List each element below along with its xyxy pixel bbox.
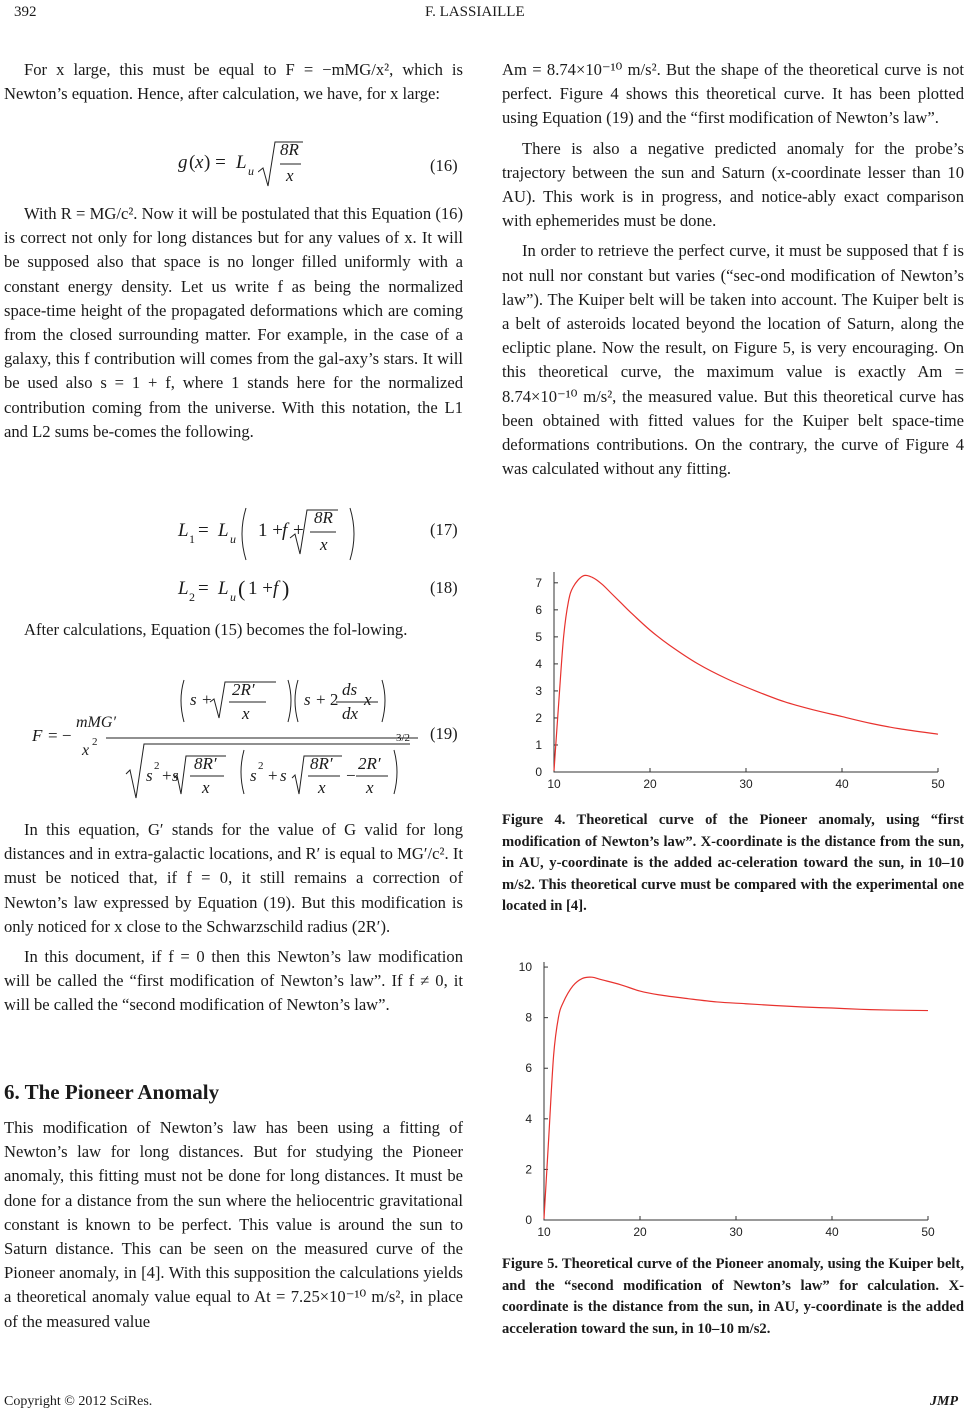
eq-16-number: (16) — [430, 156, 458, 175]
eq-17-number: (17) — [430, 520, 458, 539]
x-tick-label: 30 — [729, 1225, 743, 1239]
footer-journal: JMP — [930, 1394, 958, 1409]
eq-18-number: (18) — [430, 578, 458, 597]
section-title: 6. The Pioneer Anomaly — [4, 1080, 220, 1104]
y-tick-label: 4 — [535, 656, 542, 671]
series-line — [554, 575, 938, 770]
axes — [544, 962, 928, 1220]
y-tick-label: 3 — [535, 683, 542, 698]
y-tick-label: 6 — [525, 1061, 532, 1076]
x-tick-label: 30 — [739, 777, 753, 791]
equation-19: F = − mMG′ x 2 s + 2R′ x s + 2 ds dx x 3/2 s 2 + s 8R′ x s 2 + s 8R′ x − 2R′ x — [32, 680, 411, 797]
page-number: 392 — [14, 4, 37, 20]
right-para-3: In order to retrieve the perfect curve, it must be supposed that f is not null nor constant but varies (“sec-ond modification of Newton’s law”). The Kuiper belt will be taken into account. The Kuiper belt is a belt of asteroids located beyond the location of Saturn, along the ecliptic plane. Now the result, on Figure 5, is very encouraging. On this theoretical curve, the maximum value is exactly Am = 8.74×10⁻¹⁰ m/s², the measured value. But this theoretical curve has been obtained with fitted values for the Kuiper belt space-time deformations contributions. On the contrary, the curve of Figure 4 was calculated without any fitting. — [502, 241, 964, 479]
x-tick-label: 10 — [547, 777, 561, 791]
x-tick-label: 40 — [825, 1225, 839, 1239]
running-head-author: F. LASSIAILLE — [425, 4, 525, 20]
y-tick-label: 4 — [525, 1111, 532, 1126]
x-tick-label: 10 — [537, 1225, 551, 1239]
y-tick-label: 6 — [535, 602, 542, 617]
eq-19-number: (19) — [430, 724, 458, 743]
figure-4-chart — [520, 562, 950, 794]
left-para-1: For x large, this must be equal to F = −mMG/x², which is Newton’s equation. Hence, after calculation, we have, for x large: — [4, 60, 463, 104]
left-para-6: This modification of Newton’s law has been using a fitting of Newton’s law for long distances. But for studying the Pioneer anomaly, this fitting must not be done for long distances. It must be done for a distance from the sun where the heliocentric gravitational constant is known to be perfect. This value is around the sun to Saturn distance. This can be seen on the measured curve of the Pioneer anomaly, in [4]. With this supposition the calculations yields a theoretical anomaly value equal to At = 7.25×10⁻¹⁰ m/s², in place of the measured value — [4, 1118, 463, 1331]
equation-17: L 1 = L u 1 + f + 8R x — [178, 504, 358, 564]
right-para-2: There is also a negative predicted anomaly for the probe’s trajectory between the sun and Saturn (x-coordinate lesser than 10 AU). This work is in progress, and notice-ably exact comparison with ephemerides must be done. — [502, 138, 964, 231]
y-tick-label: 2 — [525, 1162, 532, 1177]
x-tick-label: 50 — [921, 1225, 935, 1239]
y-tick-label: 1 — [535, 737, 542, 752]
y-tick-label: 5 — [535, 629, 542, 644]
left-para-3: After calculations, Equation (15) becomes the fol-lowing. — [24, 620, 408, 639]
right-para-1: Am = 8.74×10⁻¹⁰ m/s². But the shape of the theoretical curve is not perfect. Figure 4 shows this theoretical curve. It has been plotted using Equation (19) and the “first modification of Newton’s law”. There is also a negative predicted anomaly for the probe’s trajectory between the sun and Saturn (x-coordinate lesser than 10 AU). This work is in progress, and notice-ably exact comparison with ephemerides must be done. In order to retrieve the perfect curve, it must be supposed that f is not null nor constant but varies (“sec-ond modification of Newton’s law”). The Kuiper belt will be taken into account. The Kuiper belt is a belt of asteroids located beyond the location of Saturn, along the ecliptic plane. Now the result, on Figure 5, is very encouraging. On this theoretical curve, the maximum value is exactly Am = 8.74×10⁻¹⁰ m/s², the measured value. But this theoretical curve has been obtained with fitted values for the Kuiper belt space-time deformations contributions. On the contrary, the curve of Figure 4 was calculated without any fitting. — [502, 58, 964, 487]
figure-5-caption: Figure 5. Theoretical curve of the Pioneer anomaly, using the Kuiper belt, and the “second modification of Newton’s law” for calculation. X-coordinate is the distance from the sun, in AU, y-coordinate is the added acceleration toward the sun, in 10–10 m/s2. — [502, 1256, 964, 1337]
y-tick-label: 7 — [535, 575, 542, 590]
x-tick-label: 50 — [931, 777, 945, 791]
x-tick-label: 20 — [643, 777, 657, 791]
left-para-4: In this equation, G′ stands for the value of G valid for long distances and in extra-galactic locations, and R′ is equal to MG′/c². It must be noticed that, if f = 0, it still remains a correction of Newton’s law expressed by Equation (19). But this modification is only noticed for x close to the Schwarzschild radius (2R′). In this document, if f = 0 then this Newton’s law modification will be called the “first modification of Newton’s law”. If f ≠ 0, it will be called the “second modification of Newton’s law”. — [4, 818, 463, 1024]
y-tick-label: 0 — [525, 1213, 532, 1227]
y-tick-label: 10 — [518, 960, 532, 975]
left-para-2: With R = MG/c². Now it will be postulated that this Equation (16) is correct not only for long distances but for any values of x. It will be supposed also that space is no longer filled uniformly with a constant energy density. Let us write f as being the normalized space-time height of the propagated deformations which are coming from the closed surrounding matter. For example, in the case of a galaxy, this f contribution will comes from the gal-axy’s stars. It will be used also s = 1 + f, where 1 stands here for the normalized contribution coming from the universe. With this notation, the L1 and L2 sums be-comes the following. — [4, 204, 463, 441]
equation-18: L 2 = L u ( 1 + f ) — [178, 576, 290, 604]
equation-16: g ( x ) = L u 8R x — [178, 140, 318, 190]
y-tick-label: 8 — [525, 1010, 532, 1025]
figure-4-caption: Figure 4. Theoretical curve of the Pioneer anomaly, using “first modification of Newton’s law”. X-coordinate is the distance from the sun, in AU, y-coordinate is the added ac-celeration toward the sun, in 10–10 m/s2. This theoretical curve must be compared with the experimental one located in [4]. — [502, 812, 964, 914]
footer-copyright: Copyright © 2012 SciRes. — [4, 1394, 153, 1409]
x-tick-label: 20 — [633, 1225, 647, 1239]
axes — [554, 572, 938, 772]
x-tick-label: 40 — [835, 777, 849, 791]
left-para-5: In this document, if f = 0 then this Newton’s law modification will be called the “first modification of Newton’s law”. If f ≠ 0, it will be called the “second modification of Newton’s law”. — [4, 947, 463, 1015]
figure-5-chart — [510, 954, 950, 1240]
series-line — [544, 977, 928, 1219]
y-tick-label: 0 — [535, 765, 542, 779]
y-tick-label: 2 — [535, 710, 542, 725]
